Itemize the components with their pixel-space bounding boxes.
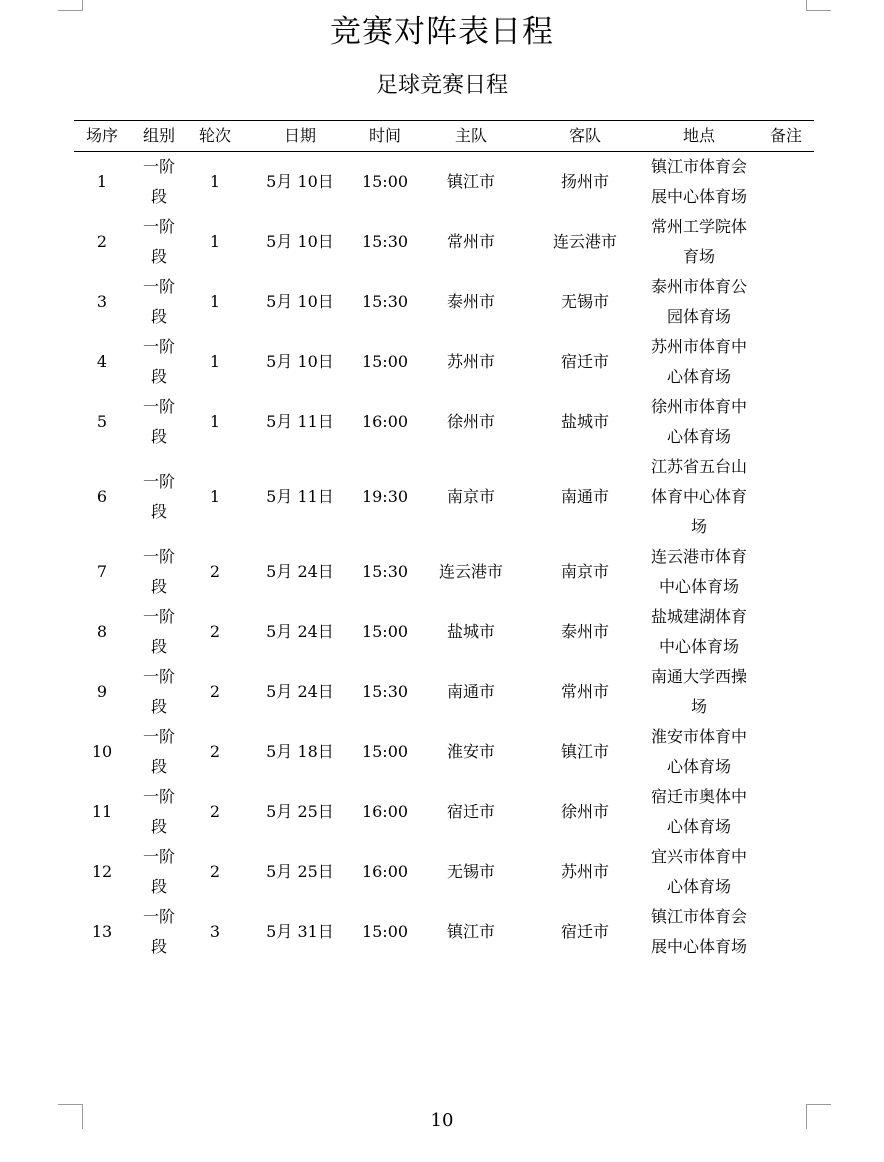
time-cell-text: 16:00: [361, 862, 409, 881]
match-number-cell-text: 3: [96, 292, 108, 311]
home-team-cell-text: 淮安市: [446, 742, 495, 761]
header-round: 轮次: [188, 121, 242, 152]
time-cell-text: 15:30: [361, 562, 409, 581]
away-team-cell-text: 镇江市: [560, 742, 609, 761]
match-number-cell-text: 8: [96, 622, 108, 641]
round-cell: [188, 842, 242, 902]
home-team-cell-text: 无锡市: [446, 862, 495, 881]
group-cell-text: 一阶段: [142, 787, 175, 836]
date-cell: [242, 392, 358, 452]
date-cell: [242, 602, 358, 662]
round-cell-text: 2: [209, 562, 221, 581]
group-cell-text: 一阶段: [142, 667, 175, 716]
header-away: 客队: [530, 121, 640, 152]
home-team-cell: [412, 902, 530, 962]
match-number-cell: [74, 392, 130, 452]
note-cell: [758, 782, 814, 842]
date-cell: [242, 662, 358, 722]
match-number-cell: [74, 332, 130, 392]
date-cell-text: 5月 24日: [266, 682, 334, 701]
round-cell: [188, 722, 242, 782]
schedule-table: [74, 120, 814, 962]
note-cell: [758, 332, 814, 392]
date-cell-text: 5月 24日: [266, 622, 334, 641]
match-number-cell: [74, 722, 130, 782]
venue-cell-text: 南通大学西操场: [651, 667, 748, 716]
venue-cell-text: 泰州市体育公园体育场: [651, 277, 748, 326]
home-team-cell: [412, 782, 530, 842]
home-team-cell: [412, 542, 530, 602]
time-cell-text: 15:00: [361, 172, 409, 191]
date-cell: [242, 722, 358, 782]
venue-cell: [640, 602, 758, 662]
away-team-cell: [530, 272, 640, 332]
note-cell: [758, 152, 814, 213]
group-cell: [130, 722, 188, 782]
time-cell: [358, 602, 412, 662]
date-cell: [242, 782, 358, 842]
time-cell-text: 15:00: [361, 922, 409, 941]
home-team-cell-text: 徐州市: [446, 412, 495, 431]
date-cell-text: 5月 24日: [266, 562, 334, 581]
away-team-cell-text: 宿迁市: [560, 352, 609, 371]
match-number-cell-text: 4: [96, 352, 108, 371]
note-cell: [758, 902, 814, 962]
note-cell: [758, 602, 814, 662]
table-row: [74, 842, 814, 902]
date-cell: [242, 152, 358, 213]
away-team-cell: [530, 902, 640, 962]
match-number-cell: [74, 272, 130, 332]
home-team-cell-text: 连云港市: [438, 562, 503, 581]
away-team-cell: [530, 152, 640, 213]
away-team-cell-text: 徐州市: [560, 802, 609, 821]
date-cell-text: 5月 11日: [266, 412, 334, 431]
time-cell: [358, 212, 412, 272]
time-cell: [358, 272, 412, 332]
header-venue: 地点: [640, 121, 758, 152]
note-cell: [758, 662, 814, 722]
group-cell: [130, 452, 188, 542]
match-number-cell-text: 1: [96, 172, 108, 191]
match-number-cell-text: 5: [96, 412, 108, 431]
date-cell: [242, 902, 358, 962]
round-cell: [188, 332, 242, 392]
match-number-cell-text: 9: [96, 682, 108, 701]
match-number-cell: [74, 782, 130, 842]
time-cell: [358, 332, 412, 392]
group-cell-text: 一阶段: [142, 157, 175, 206]
venue-cell-text: 镇江市体育会展中心体育场: [651, 157, 748, 206]
venue-cell-text: 苏州市体育中心体育场: [651, 337, 748, 386]
round-cell: [188, 902, 242, 962]
match-number-cell-text: 7: [96, 562, 108, 581]
venue-cell: [640, 332, 758, 392]
match-number-cell-text: 6: [96, 487, 108, 506]
round-cell: [188, 392, 242, 452]
round-cell: [188, 212, 242, 272]
home-team-cell: [412, 602, 530, 662]
match-number-cell: [74, 662, 130, 722]
table-row: [74, 152, 814, 213]
away-team-cell-text: 南通市: [560, 487, 609, 506]
page-subtitle: 足球竞赛日程: [375, 73, 508, 98]
round-cell-text: 1: [209, 412, 221, 431]
home-team-cell-text: 盐城市: [446, 622, 495, 641]
round-cell-text: 3: [209, 922, 221, 941]
round-cell-text: 2: [209, 622, 221, 641]
venue-cell-text: 连云港市体育中心体育场: [651, 547, 748, 596]
group-cell: [130, 782, 188, 842]
match-number-cell: [74, 602, 130, 662]
round-cell: [188, 602, 242, 662]
note-cell: [758, 842, 814, 902]
date-cell-text: 5月 18日: [266, 742, 334, 761]
away-team-cell-text: 常州市: [560, 682, 609, 701]
table-row: [74, 902, 814, 962]
venue-cell-text: 常州工学院体育场: [651, 217, 748, 266]
group-cell: [130, 662, 188, 722]
time-cell: [358, 842, 412, 902]
match-number-cell: [74, 902, 130, 962]
round-cell-text: 2: [209, 862, 221, 881]
table-row: [74, 662, 814, 722]
note-cell: [758, 392, 814, 452]
date-cell-text: 5月 31日: [266, 922, 334, 941]
away-team-cell-text: 苏州市: [560, 862, 609, 881]
date-cell: [242, 842, 358, 902]
round-cell-text: 2: [209, 682, 221, 701]
table-header-row: [74, 121, 814, 152]
round-cell: [188, 452, 242, 542]
home-team-cell-text: 镇江市: [446, 922, 495, 941]
home-team-cell: [412, 722, 530, 782]
away-team-cell: [530, 542, 640, 602]
away-team-cell-text: 连云港市: [552, 232, 617, 251]
match-number-cell: [74, 542, 130, 602]
group-cell: [130, 212, 188, 272]
away-team-cell-text: 南京市: [560, 562, 609, 581]
date-cell-text: 5月 25日: [266, 862, 334, 881]
venue-cell: [640, 152, 758, 213]
away-team-cell-text: 无锡市: [560, 292, 609, 311]
group-cell: [130, 842, 188, 902]
time-cell-text: 16:00: [361, 802, 409, 821]
venue-cell: [640, 542, 758, 602]
round-cell: [188, 542, 242, 602]
home-team-cell: [412, 662, 530, 722]
round-cell: [188, 152, 242, 213]
match-number-cell: [74, 452, 130, 542]
time-cell: [358, 392, 412, 452]
header-time: 时间: [358, 121, 412, 152]
match-number-cell: [74, 152, 130, 213]
round-cell: [188, 662, 242, 722]
round-cell-text: 1: [209, 487, 221, 506]
match-number-cell-text: 2: [96, 232, 108, 251]
time-cell-text: 15:30: [361, 292, 409, 311]
away-team-cell-text: 宿迁市: [560, 922, 609, 941]
venue-cell: [640, 452, 758, 542]
away-team-cell: [530, 212, 640, 272]
time-cell: [358, 722, 412, 782]
venue-cell: [640, 662, 758, 722]
home-team-cell-text: 宿迁市: [446, 802, 495, 821]
group-cell-text: 一阶段: [142, 277, 175, 326]
date-cell: [242, 212, 358, 272]
match-number-cell-text: 12: [91, 862, 113, 881]
match-number-cell-text: 11: [91, 802, 113, 821]
round-cell-text: 1: [209, 352, 221, 371]
round-cell-text: 1: [209, 172, 221, 191]
venue-cell: [640, 902, 758, 962]
time-cell: [358, 452, 412, 542]
away-team-cell: [530, 842, 640, 902]
venue-cell: [640, 782, 758, 842]
time-cell: [358, 902, 412, 962]
table-row: [74, 392, 814, 452]
away-team-cell: [530, 722, 640, 782]
time-cell: [358, 662, 412, 722]
date-cell-text: 5月 25日: [266, 802, 334, 821]
table-row: [74, 542, 814, 602]
date-cell: [242, 272, 358, 332]
venue-cell: [640, 272, 758, 332]
away-team-cell-text: 泰州市: [560, 622, 609, 641]
home-team-cell: [412, 452, 530, 542]
note-cell: [758, 212, 814, 272]
home-team-cell-text: 镇江市: [446, 172, 495, 191]
group-cell-text: 一阶段: [142, 727, 175, 776]
home-team-cell-text: 常州市: [446, 232, 495, 251]
date-cell-text: 5月 10日: [266, 172, 334, 191]
table-row: [74, 212, 814, 272]
date-cell-text: 5月 10日: [266, 232, 334, 251]
group-cell: [130, 602, 188, 662]
time-cell: [358, 542, 412, 602]
time-cell-text: 15:30: [361, 682, 409, 701]
round-cell-text: 2: [209, 742, 221, 761]
venue-cell-text: 江苏省五台山体育中心体育场: [651, 457, 748, 536]
venue-cell-text: 宿迁市奥体中心体育场: [651, 787, 748, 836]
time-cell: [358, 782, 412, 842]
group-cell-text: 一阶段: [142, 547, 175, 596]
time-cell-text: 15:00: [361, 622, 409, 641]
table-row: [74, 602, 814, 662]
header-note: 备注: [758, 121, 814, 152]
home-team-cell: [412, 392, 530, 452]
group-cell-text: 一阶段: [142, 847, 175, 896]
time-cell-text: 15:00: [361, 742, 409, 761]
match-number-cell-text: 13: [91, 922, 113, 941]
venue-cell: [640, 212, 758, 272]
venue-cell-text: 镇江市体育会展中心体育场: [651, 907, 748, 956]
venue-cell: [640, 722, 758, 782]
home-team-cell: [412, 332, 530, 392]
group-cell: [130, 332, 188, 392]
home-team-cell-text: 泰州市: [446, 292, 495, 311]
home-team-cell: [412, 152, 530, 213]
home-team-cell: [412, 212, 530, 272]
group-cell-text: 一阶段: [142, 217, 175, 266]
note-cell: [758, 452, 814, 542]
date-cell: [242, 542, 358, 602]
header-date: 日期: [242, 121, 358, 152]
time-cell-text: 15:30: [361, 232, 409, 251]
date-cell-text: 5月 10日: [266, 292, 334, 311]
table-row: [74, 782, 814, 842]
venue-cell-text: 宜兴市体育中心体育场: [651, 847, 748, 896]
group-cell: [130, 152, 188, 213]
round-cell-text: 1: [209, 232, 221, 251]
schedule-body: [74, 152, 814, 963]
time-cell: [358, 152, 412, 213]
group-cell-text: 一阶段: [142, 607, 175, 656]
home-team-cell: [412, 842, 530, 902]
venue-cell: [640, 842, 758, 902]
home-team-cell-text: 苏州市: [446, 352, 495, 371]
group-cell-text: 一阶段: [142, 907, 175, 956]
away-team-cell: [530, 602, 640, 662]
group-cell-text: 一阶段: [142, 337, 175, 386]
header-group: 组别: [130, 121, 188, 152]
page-title: 竞赛对阵表日程: [330, 14, 554, 50]
table-row: [74, 722, 814, 782]
round-cell-text: 1: [209, 292, 221, 311]
away-team-cell: [530, 782, 640, 842]
date-cell: [242, 452, 358, 542]
group-cell: [130, 902, 188, 962]
away-team-cell: [530, 332, 640, 392]
match-number-cell-text: 10: [91, 742, 113, 761]
date-cell: [242, 332, 358, 392]
away-team-cell: [530, 662, 640, 722]
page-number: 10: [430, 1110, 454, 1131]
home-team-cell-text: 南通市: [446, 682, 495, 701]
match-number-cell: [74, 212, 130, 272]
venue-cell: [640, 392, 758, 452]
group-cell-text: 一阶段: [142, 397, 175, 446]
round-cell-text: 2: [209, 802, 221, 821]
time-cell-text: 15:00: [361, 352, 409, 371]
date-cell-text: 5月 10日: [266, 352, 334, 371]
note-cell: [758, 272, 814, 332]
home-team-cell-text: 南京市: [446, 487, 495, 506]
away-team-cell-text: 盐城市: [560, 412, 609, 431]
note-cell: [758, 542, 814, 602]
date-cell-text: 5月 11日: [266, 487, 334, 506]
group-cell: [130, 272, 188, 332]
away-team-cell: [530, 452, 640, 542]
round-cell: [188, 782, 242, 842]
group-cell: [130, 542, 188, 602]
table-row: [74, 272, 814, 332]
time-cell-text: 16:00: [361, 412, 409, 431]
group-cell-text: 一阶段: [142, 472, 175, 521]
venue-cell-text: 徐州市体育中心体育场: [651, 397, 748, 446]
table-row: [74, 332, 814, 392]
away-team-cell-text: 扬州市: [560, 172, 609, 191]
home-team-cell: [412, 272, 530, 332]
venue-cell-text: 淮安市体育中心体育场: [651, 727, 748, 776]
header-home: 主队: [412, 121, 530, 152]
match-number-cell: [74, 842, 130, 902]
note-cell: [758, 722, 814, 782]
venue-cell-text: 盐城建湖体育中心体育场: [651, 607, 748, 656]
time-cell-text: 19:30: [361, 487, 409, 506]
round-cell: [188, 272, 242, 332]
group-cell: [130, 392, 188, 452]
header-no: 场序: [74, 121, 130, 152]
table-row: [74, 452, 814, 542]
away-team-cell: [530, 392, 640, 452]
